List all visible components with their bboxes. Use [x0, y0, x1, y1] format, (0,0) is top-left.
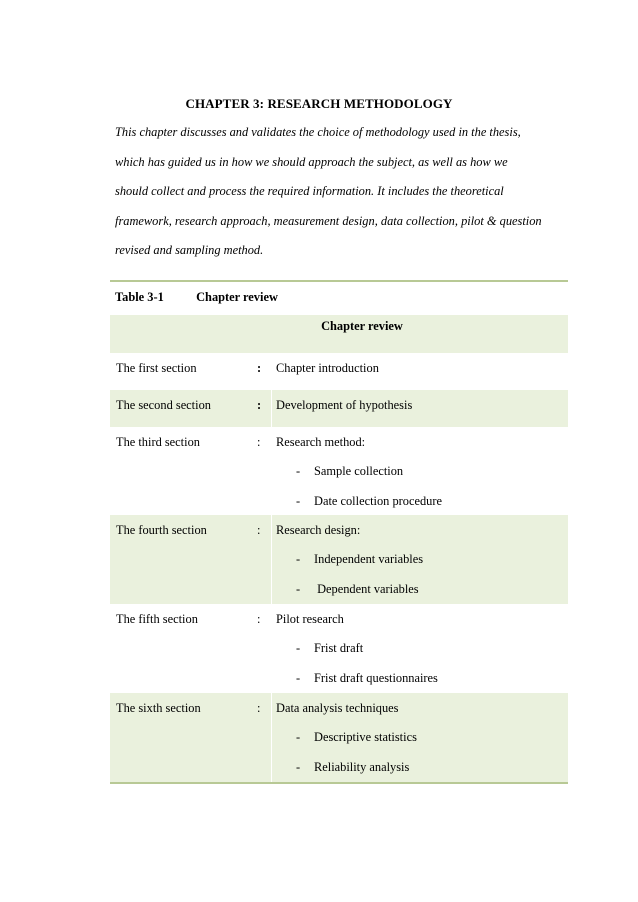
dash: -	[296, 641, 301, 655]
section-label: The first section	[116, 361, 197, 375]
dash: -	[296, 464, 301, 478]
section-topic: Data analysis techniques	[276, 701, 399, 715]
sub-item-text: Reliability analysis	[314, 760, 410, 774]
sub-item	[296, 730, 417, 745]
dash: -	[296, 671, 301, 685]
section-label: The fourth section	[116, 523, 207, 537]
chapter-review-table	[110, 315, 568, 783]
sub-item-text: Descriptive statistics	[314, 730, 417, 744]
table-title: Chapter review	[196, 290, 278, 304]
section-topic: Research design:	[276, 523, 361, 537]
colon: :	[257, 612, 261, 626]
table-row	[110, 427, 568, 515]
dash: -	[296, 494, 301, 508]
dash: -	[296, 582, 301, 596]
dash: -	[296, 730, 301, 744]
sub-item	[296, 552, 423, 567]
table-top-rule	[110, 280, 568, 282]
table-header	[110, 315, 568, 353]
sub-item	[296, 582, 419, 597]
colon: :	[257, 398, 262, 412]
sub-item	[296, 464, 403, 479]
dash: -	[296, 552, 301, 566]
table-number: Table 3-1	[115, 290, 164, 304]
column-divider	[271, 515, 272, 604]
column-divider	[271, 390, 272, 427]
sub-item-text: Independent variables	[314, 552, 424, 566]
colon: :	[257, 361, 262, 375]
chapter-title: CHAPTER 3: RESEARCH METHODOLOGY	[185, 96, 453, 111]
sub-item	[296, 760, 409, 775]
sub-item-text: Sample collection	[314, 464, 404, 478]
section-topic: Chapter introduction	[276, 361, 379, 375]
table-row	[110, 604, 568, 693]
sub-item-text: Dependent variables	[314, 582, 419, 596]
table-row	[110, 693, 568, 783]
section-topic: Pilot research	[276, 612, 344, 626]
colon: :	[257, 701, 261, 715]
intro-line: revised and sampling method.	[115, 243, 264, 257]
table-header-label: Chapter review	[321, 319, 403, 333]
colon: :	[257, 523, 261, 537]
section-label: The second section	[116, 398, 211, 412]
section-label: The third section	[116, 435, 200, 449]
table-row	[110, 353, 568, 390]
sub-item-text: Frist draft questionnaires	[314, 671, 438, 685]
intro-line: which has guided us in how we should approach the subject, as well as how we	[115, 154, 508, 169]
section-label: The sixth section	[116, 701, 201, 715]
sub-item	[296, 671, 438, 686]
section-topic: Development of hypothesis	[276, 398, 413, 412]
section-label: The fifth section	[116, 612, 198, 626]
sub-item	[296, 641, 363, 656]
intro-paragraph	[115, 118, 575, 266]
table-row	[110, 515, 568, 604]
table-row	[110, 390, 568, 427]
table-bottom-rule	[110, 782, 568, 784]
sub-item	[296, 494, 442, 509]
section-topic: Research method:	[276, 435, 366, 449]
intro-line: This chapter discusses and validates the choice of methodology used in the thesis,	[115, 125, 521, 139]
colon: :	[257, 435, 261, 449]
column-divider	[271, 693, 272, 783]
table-caption	[115, 290, 278, 305]
sub-item-text: Date collection procedure	[314, 494, 442, 508]
intro-line: framework, research approach, measurement design, data collection, pilot & question	[115, 213, 542, 228]
dash: -	[296, 760, 301, 774]
intro-line: should collect and process the required information. It includes the theoretical	[115, 184, 504, 198]
sub-item-text: Frist draft	[314, 641, 364, 655]
